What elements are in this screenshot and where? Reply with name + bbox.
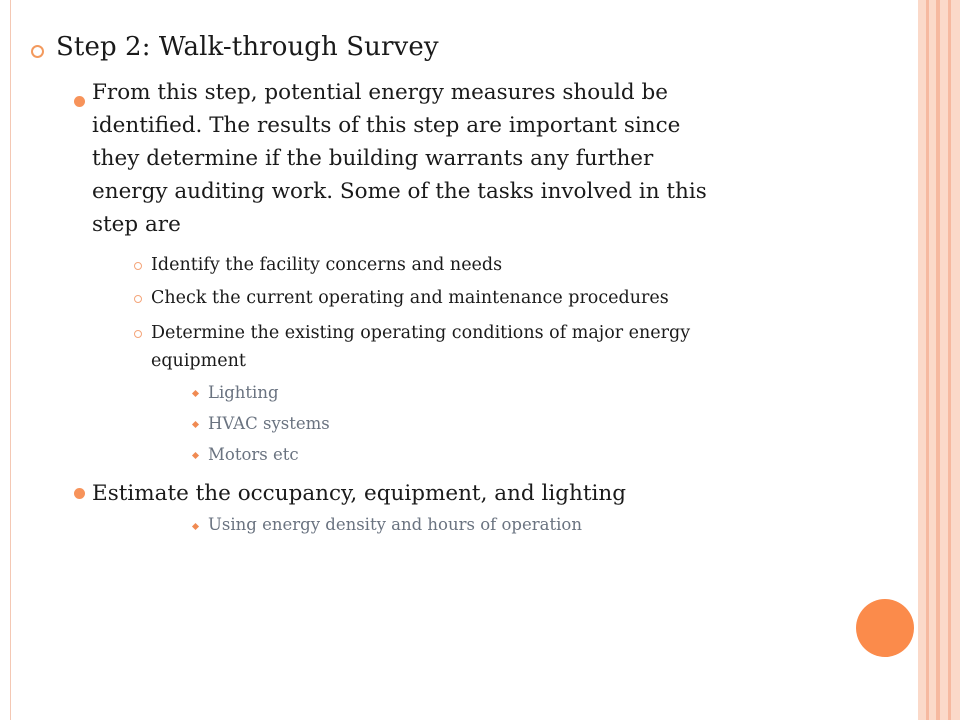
frame-stripe — [948, 0, 951, 720]
diamond-bullet-icon — [192, 421, 199, 428]
task-item: Identify the facility concerns and needs — [151, 255, 503, 275]
right-decorative-frame — [918, 0, 960, 720]
sub-bullet-icon — [134, 295, 142, 303]
frame-stripe — [926, 0, 929, 720]
decorative-circle — [856, 599, 914, 657]
intro-line-5: step are — [92, 212, 181, 237]
diamond-bullet-icon — [192, 523, 199, 530]
bullet-dot-icon — [74, 488, 85, 499]
frame-stripe — [936, 0, 940, 720]
diamond-bullet-icon — [192, 452, 199, 459]
intro-line-2: identified. The results of this step are important since — [92, 113, 681, 138]
estimate-detail: Using energy density and hours of operation — [208, 515, 582, 534]
sub-bullet-icon — [134, 330, 142, 338]
slide-title: Step 2: Walk-through Survey — [56, 32, 439, 62]
bullet-dot-icon — [74, 96, 85, 107]
equipment-item: Lighting — [208, 383, 279, 402]
task-item-continued: equipment — [151, 351, 246, 371]
task-item: Determine the existing operating conditions of major energy — [151, 323, 691, 343]
task-item: Check the current operating and maintenance procedures — [151, 288, 669, 308]
equipment-item: Motors etc — [208, 445, 299, 464]
sub-bullet-icon — [134, 262, 142, 270]
diamond-bullet-icon — [192, 390, 199, 397]
intro-line-4: energy auditing work. Some of the tasks involved in this — [92, 179, 707, 204]
intro-line-3: they determine if the building warrants any further — [92, 146, 654, 171]
intro-line-1: From this step, potential energy measures should be — [92, 80, 669, 105]
title-bullet-icon — [31, 45, 44, 58]
estimate-text: Estimate the occupancy, equipment, and lighting — [92, 481, 626, 506]
equipment-item: HVAC systems — [208, 414, 330, 433]
